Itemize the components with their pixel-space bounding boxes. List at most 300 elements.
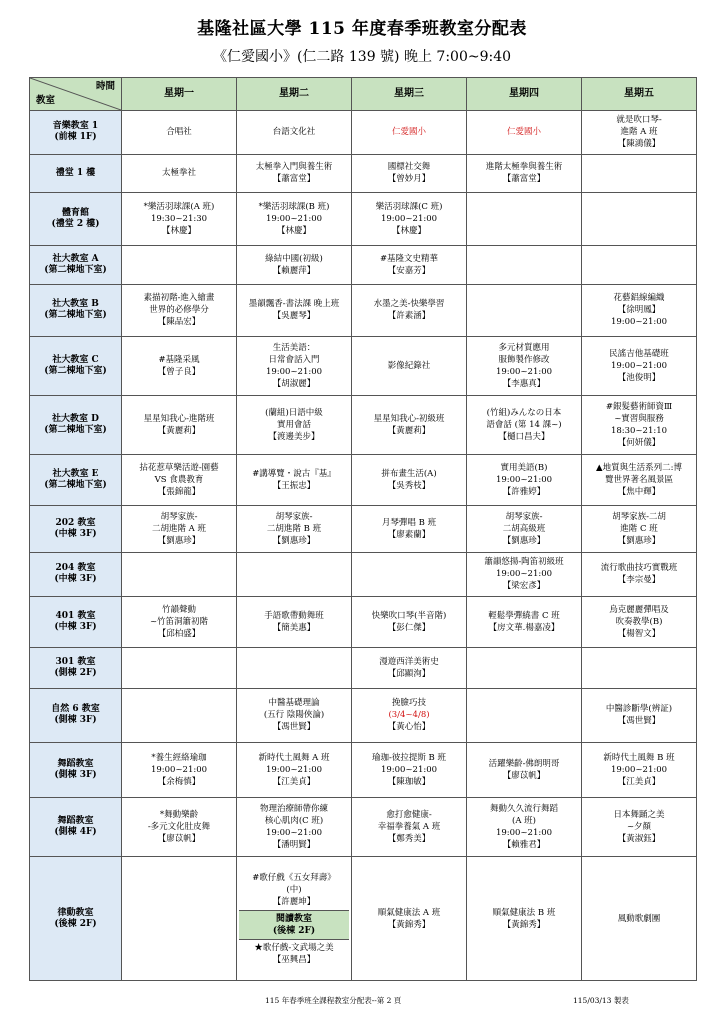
course-line: 風動歌劇團	[617, 913, 661, 924]
room-location: (第二棟地下室)	[44, 479, 107, 490]
course-line: 19:00~21:00	[495, 367, 553, 378]
course-cell-tue-c	[239, 940, 349, 968]
course-cell-fri	[582, 337, 697, 396]
room-label-cell	[30, 337, 122, 396]
day-header-mon: 星期一	[122, 78, 237, 111]
course-cell-fri	[582, 455, 697, 506]
course-line: 瑜珈-彼拉提斯 B 班	[371, 753, 447, 764]
course-line: (蘭組)日語中級	[265, 408, 323, 419]
course-line: 輕鬆學彈繞書 C 班	[488, 611, 560, 622]
course-cell-thu	[467, 245, 582, 284]
course-line: 【曾妙月】	[387, 174, 431, 185]
course-cell-mon	[122, 647, 237, 688]
course-line: 挽臉巧技	[391, 698, 426, 709]
corner-time-label: 時間	[95, 81, 115, 92]
course-line: 流行歌曲技巧實戰班	[600, 563, 678, 574]
course-cell-fri	[582, 111, 697, 155]
room-label-cell	[30, 193, 122, 246]
footer-date: 115/03/13 製表	[573, 996, 629, 1005]
course-line: 【黃麗莉】	[387, 426, 431, 437]
course-line: 服飾製作修改	[498, 355, 550, 366]
sub-room-label	[239, 911, 349, 940]
course-line: 新時代土風舞 B 班	[603, 753, 675, 764]
course-cell-tue	[237, 688, 352, 743]
course-line: 【廖苡帆】	[157, 834, 201, 845]
room-name: 舞蹈教室	[57, 816, 94, 827]
course-cell-mon	[122, 743, 237, 798]
course-line: 【何妍儀】	[617, 438, 661, 449]
course-line: 覽世界著名風景區	[604, 474, 673, 485]
course-cell-mon	[122, 193, 237, 246]
course-line: 【許麗坤】	[272, 896, 316, 907]
course-line: 【楊智文】	[617, 629, 661, 640]
course-line: 胡琴家族-二胡	[612, 511, 666, 522]
course-line: 花藝鋁線編織	[613, 293, 665, 304]
course-cell-mon	[122, 857, 237, 981]
room-row	[30, 193, 697, 246]
course-cell-tue-a	[239, 870, 349, 911]
course-cell-thu	[467, 743, 582, 798]
room-location: (側棟 3F)	[54, 770, 97, 781]
course-cell-tue	[237, 245, 352, 284]
course-line: 拈花惹草樂活遊-園藝	[139, 462, 219, 473]
course-cell-thu	[467, 597, 582, 648]
course-cell-fri	[582, 154, 697, 193]
room-row	[30, 455, 697, 506]
room-name: 社大教室 E	[52, 468, 99, 479]
course-cell-tue	[237, 505, 352, 552]
course-line: *樂活羽球課(B 班)	[258, 202, 330, 213]
course-cell-thu	[467, 284, 582, 337]
course-line: 【林慶】	[276, 226, 311, 237]
course-line: (五行 陰陽俠論)	[263, 710, 325, 721]
course-cell-mon	[122, 688, 237, 743]
course-line: #講導覽・說古『基』	[252, 468, 336, 479]
course-cell-thu	[467, 154, 582, 193]
course-cell-thu	[467, 505, 582, 552]
course-line: 【安嘉芳】	[387, 265, 431, 276]
course-line: 星星知我心-進階班	[143, 414, 215, 425]
course-cell-fri	[582, 798, 697, 857]
course-cell-thu	[467, 647, 582, 688]
course-line: #銀髮藝術師資Ⅲ	[605, 402, 673, 413]
course-line: 舞動久久流行舞蹈	[489, 804, 558, 815]
room-row	[30, 743, 697, 798]
course-line: 胡琴家族-	[275, 511, 313, 522]
course-line: 【巫興昌】	[272, 954, 316, 965]
course-line: 【林慶】	[391, 226, 426, 237]
course-cell-wed	[352, 505, 467, 552]
room-name: 自然 6 教室	[51, 704, 100, 715]
course-cell-mon	[122, 396, 237, 455]
course-line: 【渡邊美步】	[268, 432, 320, 443]
course-line: 進階 C 班	[620, 523, 658, 534]
course-cell-wed	[352, 337, 467, 396]
room-location: (中棟 3F)	[54, 574, 97, 585]
course-line: 新時代土風舞 A 班	[258, 753, 330, 764]
course-line: 活躍樂齡-佛朗明哥	[488, 759, 560, 770]
course-line: 【王振忠】	[272, 480, 316, 491]
course-line: 就是吹口琴-	[616, 115, 662, 126]
course-cell-fri	[582, 193, 697, 246]
room-label-cell	[30, 396, 122, 455]
course-line: 胡琴家族-	[160, 511, 198, 522]
room-location: (第二棟地下室)	[44, 310, 107, 321]
room-location: (第二棟地下室)	[44, 264, 107, 275]
course-cell-tue-split	[237, 857, 352, 981]
room-name: 舞蹈教室	[57, 759, 94, 770]
course-line: ~夕顏	[626, 822, 652, 833]
course-cell-wed	[352, 455, 467, 506]
course-line: 竹韻聲動	[161, 605, 196, 616]
room-row	[30, 798, 697, 857]
course-line: 【廖苡帆】	[502, 771, 546, 782]
course-cell-tue	[237, 743, 352, 798]
course-line: 【李惠真】	[502, 379, 546, 390]
course-line: 【劉惠珍】	[502, 535, 546, 546]
course-line: 水墨之美-快樂學習	[373, 299, 445, 310]
course-line: 19:00~21:00	[150, 765, 208, 776]
room-name: 體育館	[61, 208, 89, 219]
course-line: 【房文華.楊嘉凌】	[488, 623, 560, 634]
course-cell-thu	[467, 857, 582, 981]
course-cell-mon	[122, 245, 237, 284]
course-line: 日常會話入門	[268, 355, 320, 366]
course-cell-thu	[467, 193, 582, 246]
course-cell-thu	[467, 396, 582, 455]
room-row	[30, 505, 697, 552]
course-cell-wed	[352, 193, 467, 246]
course-line: 【黃心怡】	[387, 722, 431, 733]
room-location: (禮堂 2 樓)	[51, 219, 100, 230]
course-line: 墨韻飄香-書法課 晚上班	[248, 299, 340, 310]
course-line: 中醫基礎理論	[268, 698, 320, 709]
room-row	[30, 154, 697, 193]
course-line: 【池俊明】	[617, 373, 661, 384]
course-cell-tue	[237, 647, 352, 688]
course-cell-wed	[352, 284, 467, 337]
course-line: 19:00~21:00	[265, 367, 323, 378]
room-row	[30, 688, 697, 743]
course-line: 仁愛國小	[506, 127, 541, 138]
course-line: 世界的必修學分	[149, 305, 209, 316]
course-line: 【彭仁傑】	[387, 623, 431, 634]
course-line: (中)	[286, 884, 302, 895]
course-line: 【胡淑麗】	[272, 379, 316, 390]
room-label-cell	[30, 597, 122, 648]
room-location: (中棟 3F)	[54, 622, 97, 633]
course-cell-mon	[122, 597, 237, 648]
course-line: 【陳品宏】	[157, 317, 201, 328]
room-name: 音樂教室 1	[52, 121, 99, 132]
room-location: (側棟 4F)	[54, 827, 97, 838]
course-cell-thu	[467, 688, 582, 743]
course-line: #歌仔戲《五女拜壽》	[252, 872, 336, 883]
room-row	[30, 647, 697, 688]
room-name: 社大教室 B	[52, 299, 99, 310]
course-line: 【簡美惠】	[272, 623, 316, 634]
room-label-cell	[30, 647, 122, 688]
course-line: 月琴彈唱 B 班	[381, 517, 437, 528]
room-location: (前棟 1F)	[54, 132, 97, 143]
course-line: 【黃錦秀】	[387, 919, 431, 930]
course-line: 太極拳社	[161, 168, 196, 179]
sub-room-name: 閱讀教室	[275, 913, 312, 924]
course-line: 順氣健康法 B 班	[492, 907, 556, 918]
course-line: 【林慶】	[161, 226, 196, 237]
course-cell-fri	[582, 396, 697, 455]
room-row	[30, 111, 697, 155]
room-label-cell	[30, 798, 122, 857]
course-line: #基隆采風	[158, 355, 200, 366]
room-name: 401 教室	[55, 611, 96, 622]
room-label-cell	[30, 857, 122, 981]
room-name: 301 教室	[55, 656, 96, 667]
course-cell-wed	[352, 798, 467, 857]
course-line: 實用會話	[276, 420, 311, 431]
course-line: 生活美語：	[272, 343, 316, 354]
course-line: 胡琴家族-	[505, 511, 543, 522]
course-line: 【梁宏彥】	[502, 581, 546, 592]
room-row	[30, 396, 697, 455]
course-line: 核心肌肉(C 班)	[264, 816, 324, 827]
course-line: 【黃淑鈺】	[617, 834, 661, 845]
page-subtitle: 《仁愛國小》(仁二路 139 號) 晚上 7:00~9:40	[212, 49, 512, 65]
course-cell-fri	[582, 284, 697, 337]
course-line: *養生經絡瑜珈	[151, 753, 207, 764]
room-row	[30, 597, 697, 648]
room-label-cell	[30, 505, 122, 552]
course-line: 19:00~21:00	[265, 828, 323, 839]
course-line: 太極拳入門與養生術	[255, 162, 333, 173]
room-location: (第二棟地下室)	[44, 425, 107, 436]
course-line: 綠結中國(初級)	[265, 253, 323, 264]
course-line: 漫遊西洋美術史	[379, 656, 439, 667]
course-line: ~實習與服務	[614, 414, 664, 425]
course-cell-fri	[582, 857, 697, 981]
course-line: 樂活羽球課(C 班)	[375, 202, 443, 213]
header-row	[30, 78, 697, 111]
course-cell-wed	[352, 154, 467, 193]
course-line: 【黃麗莉】	[157, 426, 201, 437]
course-line: 【邱顯洵】	[387, 668, 431, 679]
course-line: VS 食農教育	[154, 474, 204, 485]
course-line: 民謠吉他基礎班	[609, 349, 669, 360]
course-line: 【陳鴻儀】	[617, 139, 661, 150]
course-line: *樂活羽球課(A 班)	[143, 202, 215, 213]
course-line: 二胡高級班	[502, 523, 546, 534]
course-cell-tue	[237, 455, 352, 506]
course-line: 【蕭富堂】	[272, 174, 316, 185]
course-cell-tue	[237, 111, 352, 155]
room-name: 社大教室 A	[52, 253, 99, 264]
course-line: #基隆文史精華	[379, 253, 439, 264]
corner-cell	[30, 78, 122, 111]
course-line: 【許雅婷】	[502, 486, 546, 497]
room-label-cell	[30, 688, 122, 743]
course-cell-thu	[467, 455, 582, 506]
course-line: 19:00~21:00	[380, 214, 438, 225]
course-cell-mon	[122, 284, 237, 337]
course-line: ▲地質與生活系列二:博	[596, 462, 682, 473]
course-line: 【廖素蘭】	[387, 529, 431, 540]
course-cell-thu	[467, 798, 582, 857]
course-line: 【余梅慎】	[157, 777, 201, 788]
course-line: 【賴雅君】	[502, 840, 546, 851]
page-title: 基隆社區大學 115 年度春季班教室分配表	[197, 19, 527, 39]
day-header-fri: 星期五	[582, 78, 697, 111]
course-line: 【邱柏盛】	[157, 629, 201, 640]
course-line: ~竹笛洞簫初階	[149, 617, 209, 628]
course-line: -多元文化肚皮舞	[147, 822, 211, 833]
course-line: 二胡進階 A 班	[151, 523, 207, 534]
course-cell-fri	[582, 743, 697, 798]
room-location: (中棟 3F)	[54, 528, 97, 539]
course-line: 台語文化社	[272, 127, 316, 138]
course-cell-wed	[352, 245, 467, 284]
course-line: 多元材質應用	[498, 343, 550, 354]
course-line: 【黃錦秀】	[502, 919, 546, 930]
course-line: 物理治療師帶你練	[259, 804, 328, 815]
room-row	[30, 245, 697, 284]
course-line: 【吳秀枝】	[387, 480, 431, 491]
day-header-tue: 星期二	[237, 78, 352, 111]
course-line: 【江美貞】	[617, 777, 661, 788]
course-cell-mon	[122, 505, 237, 552]
course-line: 日本舞踊之美	[613, 810, 665, 821]
course-line: 進階太極拳與養生術	[485, 162, 563, 173]
day-header-wed: 星期三	[352, 78, 467, 111]
course-line: (A 班)	[512, 816, 536, 827]
room-row	[30, 552, 697, 597]
room-name: 社大教室 C	[52, 355, 99, 366]
course-cell-wed	[352, 552, 467, 597]
room-label-cell	[30, 154, 122, 193]
course-cell-fri	[582, 597, 697, 648]
course-line: 實用美語(B)	[500, 462, 548, 473]
room-location: (第二棟地下室)	[44, 366, 107, 377]
course-cell-mon	[122, 798, 237, 857]
room-row-last	[30, 857, 697, 981]
course-line: 【蕭富堂】	[502, 174, 546, 185]
footer-page-label: 115 年春季班全課程教室分配表--第 2 頁	[265, 996, 402, 1005]
course-line: 【劉惠珍】	[617, 535, 661, 546]
course-line: 19:00~21:00	[610, 765, 668, 776]
course-line: 19:00~21:00	[495, 474, 553, 485]
course-line: 18:30~21:10	[610, 426, 668, 437]
room-label-cell	[30, 245, 122, 284]
room-location: (後棟 2F)	[54, 918, 97, 929]
course-cell-wed	[352, 396, 467, 455]
course-line: 【樋口昌夫】	[498, 432, 550, 443]
course-line: 拼布畫生活(A)	[381, 468, 437, 479]
course-cell-tue	[237, 154, 352, 193]
course-line: 【許素涵】	[387, 311, 431, 322]
course-line: 幸福拳養氣 A 班	[377, 822, 441, 833]
room-name: 204 教室	[55, 563, 96, 574]
course-line: 愈打愈健康-	[386, 810, 432, 821]
course-line: 烏克麗麗彈唱及	[609, 605, 669, 616]
course-cell-tue	[237, 552, 352, 597]
course-cell-wed	[352, 857, 467, 981]
course-cell-mon	[122, 455, 237, 506]
room-label-cell	[30, 284, 122, 337]
room-name: 202 教室	[55, 517, 96, 528]
course-line: 國標社交舞	[387, 162, 431, 173]
course-line: 中醫診斷學(辨証)	[605, 704, 673, 715]
course-line: 影像紀錄社	[387, 361, 431, 372]
day-header-thu: 星期四	[467, 78, 582, 111]
sub-room-location: (後棟 2F)	[272, 925, 316, 936]
course-line: 【賴麗萍】	[272, 265, 316, 276]
course-line: 仁愛國小	[391, 127, 426, 138]
course-cell-mon	[122, 552, 237, 597]
course-line: 【馮世賢】	[272, 722, 316, 733]
room-location: (側棟 2F)	[54, 667, 97, 678]
course-line: 【潘明賢】	[272, 840, 316, 851]
course-line: 【徐明鳳】	[617, 305, 661, 316]
room-name: 律動教室	[57, 907, 94, 918]
room-label-cell	[30, 455, 122, 506]
course-line: 合唱社	[166, 127, 192, 138]
course-cell-thu	[467, 552, 582, 597]
course-line: 【吳麗琴】	[272, 311, 316, 322]
course-line: *舞動樂齡	[159, 810, 199, 821]
course-cell-wed	[352, 111, 467, 155]
room-name: 社大教室 D	[52, 414, 99, 425]
course-line: 【馮世賢】	[617, 716, 661, 727]
course-cell-thu	[467, 111, 582, 155]
course-cell-fri	[582, 505, 697, 552]
corner-room-label: 教室	[36, 95, 56, 106]
course-cell-tue	[237, 798, 352, 857]
course-line: 手語歌帶動舞班	[264, 611, 324, 622]
course-line: ★歌仔戲-文武場之美	[254, 942, 334, 953]
course-cell-fri	[582, 245, 697, 284]
course-line: 吹奏教學(B)	[615, 617, 663, 628]
course-line: 19:00~21:00	[610, 317, 668, 328]
course-cell-fri	[582, 688, 697, 743]
course-cell-tue	[237, 193, 352, 246]
room-row	[30, 337, 697, 396]
course-line: 語會話 (第 14 課~)	[486, 420, 562, 431]
course-line: 【劉惠珍】	[272, 535, 316, 546]
course-line: 19:00~21:00	[265, 214, 323, 225]
course-line: 【陳珈敏】	[387, 777, 431, 788]
schedule-table	[29, 77, 697, 981]
course-cell-fri	[582, 647, 697, 688]
course-cell-mon	[122, 337, 237, 396]
course-cell-wed	[352, 688, 467, 743]
room-label-cell	[30, 552, 122, 597]
course-line: 19:00~21:00	[495, 569, 553, 580]
course-line: 19:00~21:00	[610, 361, 668, 372]
room-name: 禮堂 1 樓	[55, 167, 96, 178]
course-line: 19:30~21:30	[150, 214, 208, 225]
room-label-cell	[30, 111, 122, 155]
course-cell-mon	[122, 111, 237, 155]
course-cell-fri	[582, 552, 697, 597]
course-cell-wed	[352, 743, 467, 798]
course-line: 【曾子良】	[157, 367, 201, 378]
course-line: 19:00~21:00	[265, 765, 323, 776]
course-line: 【焦中輝】	[617, 486, 661, 497]
course-line: 快樂吹口琴(半音階)	[371, 611, 447, 622]
course-line: 二胡進階 B 班	[266, 523, 322, 534]
course-cell-tue	[237, 337, 352, 396]
course-cell-mon	[122, 154, 237, 193]
room-location: (側棟 3F)	[54, 715, 97, 726]
